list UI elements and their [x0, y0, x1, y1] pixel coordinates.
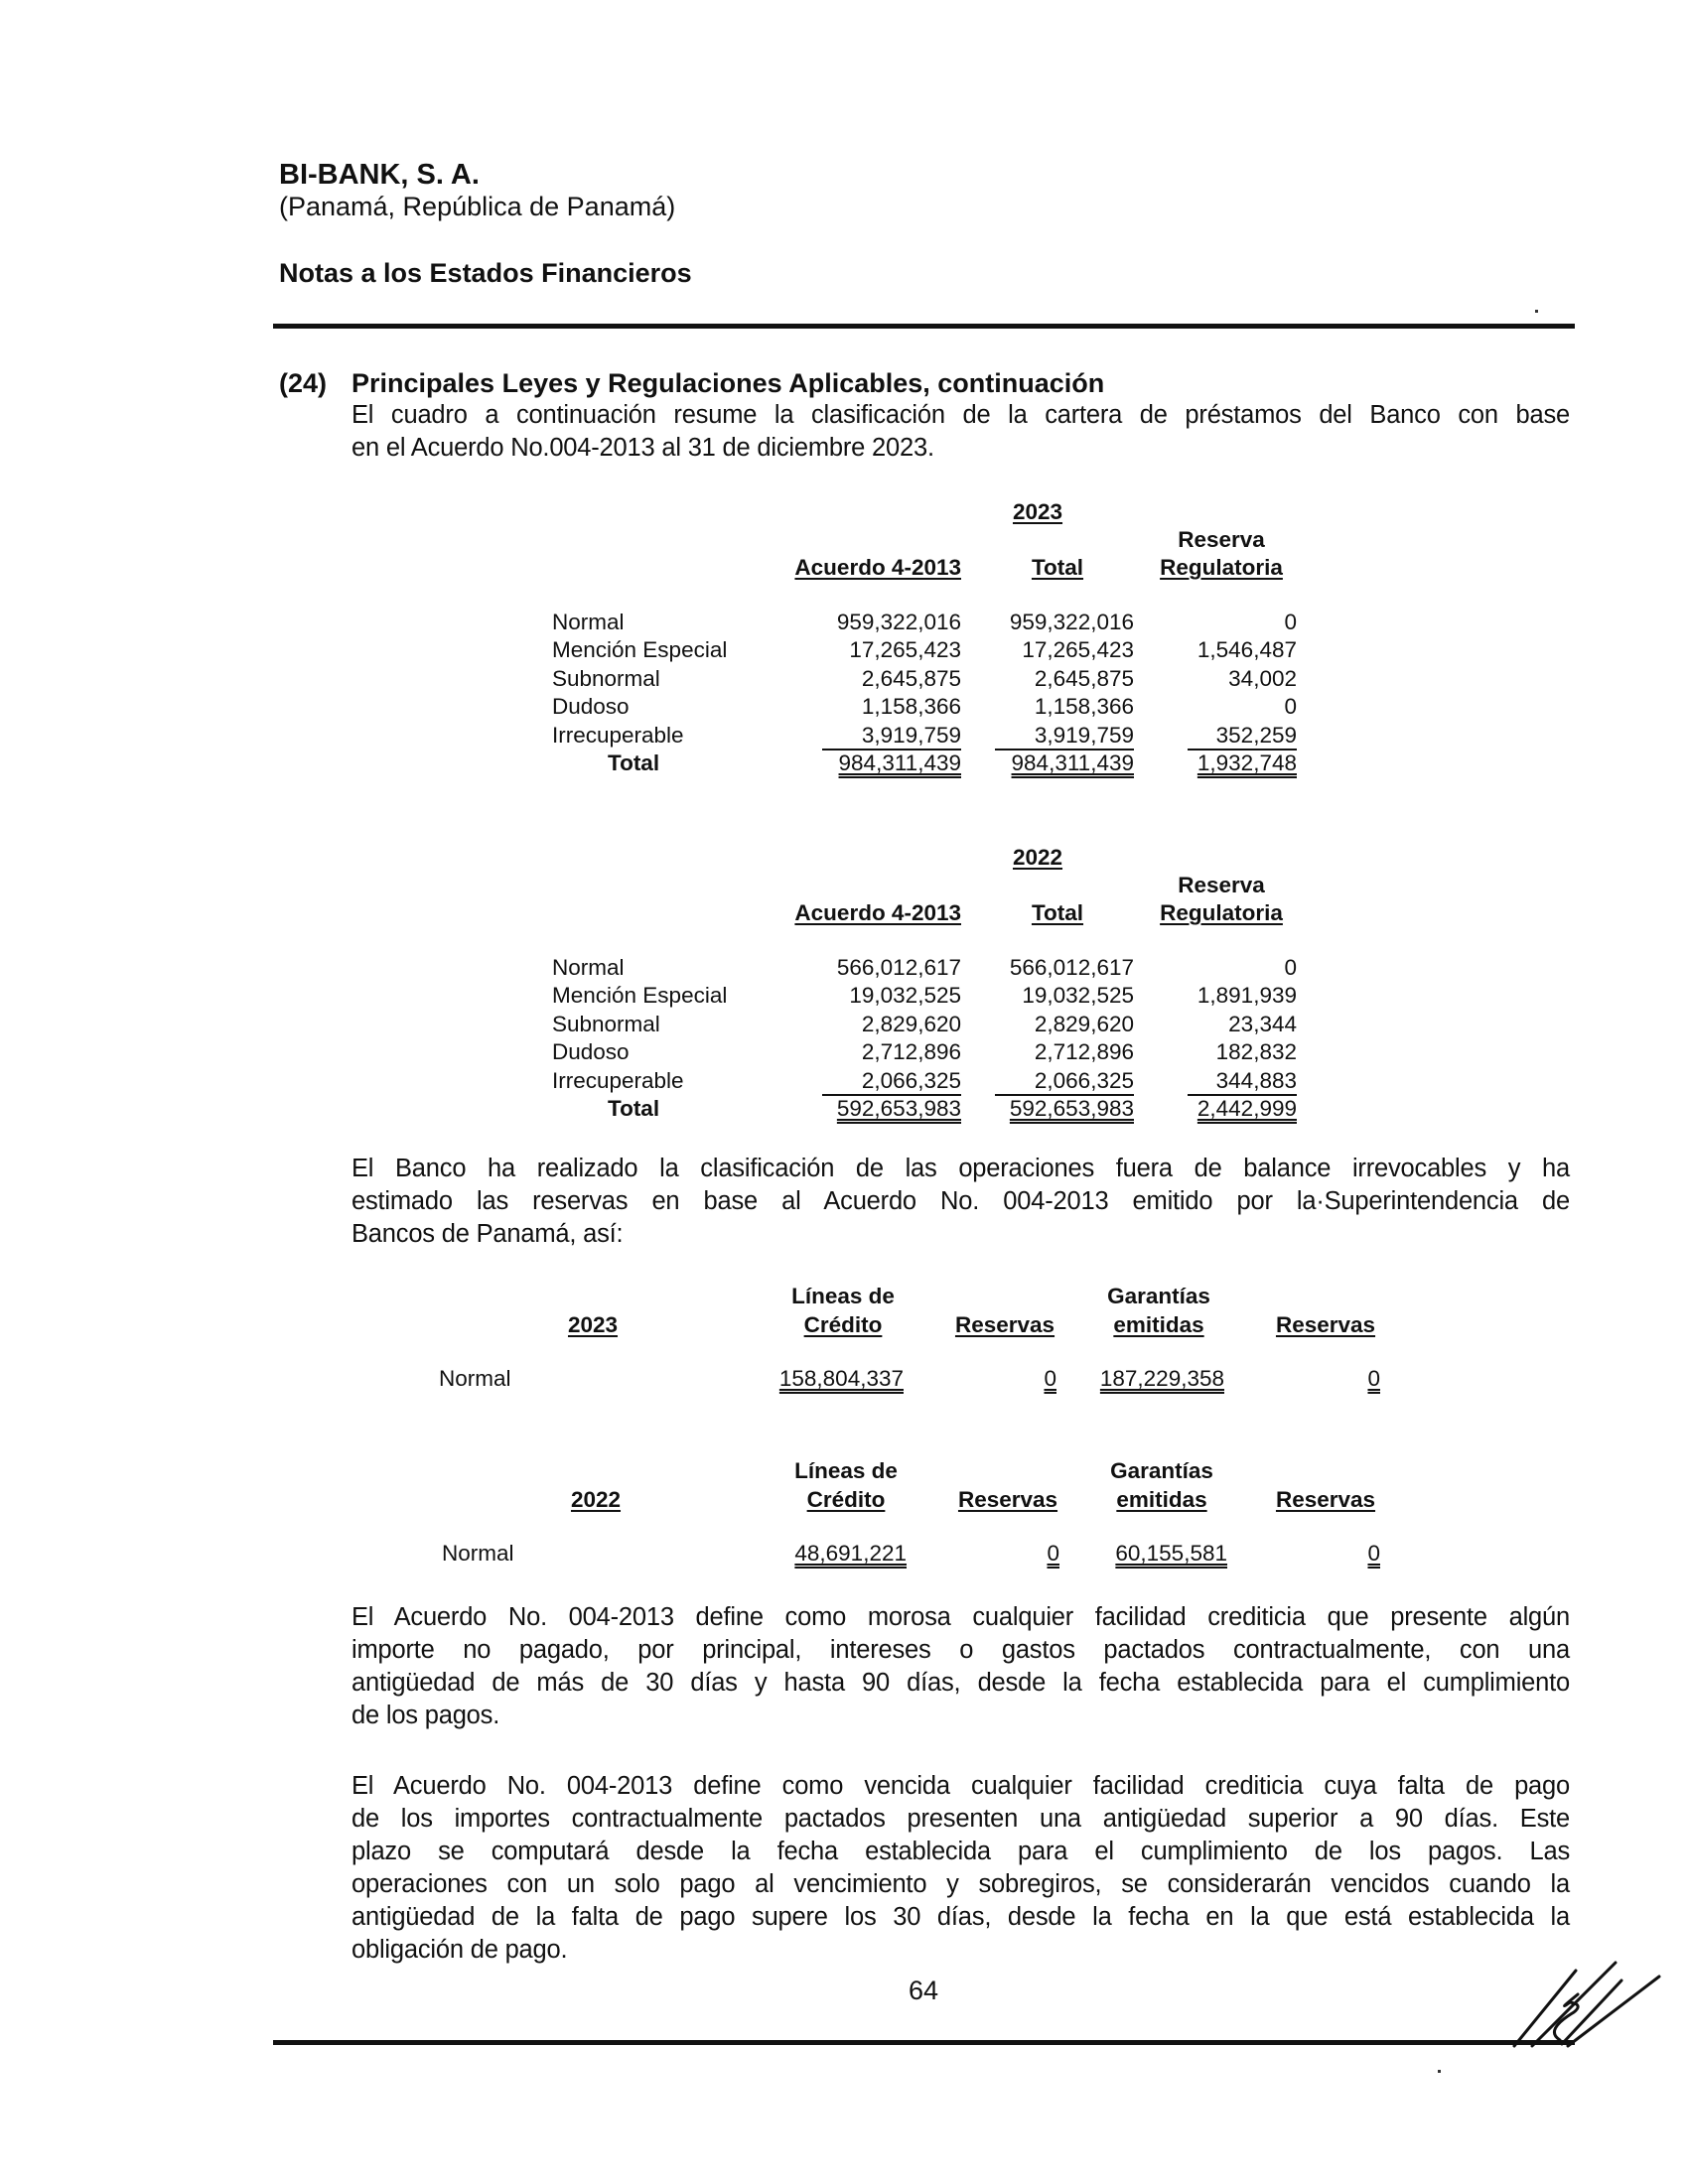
note-title: Principales Leyes y Regulaciones Aplicables, continuación — [352, 368, 1105, 398]
col-header-reservas: Reservas — [957, 1487, 1058, 1512]
total-acuerdo: 592,653,983 — [836, 1096, 961, 1121]
row-label: Irrecuperable — [552, 1067, 684, 1093]
text-line: El cuadro a continuación resume la clasificación de la cartera de préstamos del Banco con base — [352, 401, 1570, 429]
page-number: 64 — [908, 1976, 939, 2005]
row-label: Normal — [552, 610, 625, 634]
cell-reserva: 352,259 — [1188, 723, 1297, 751]
cell-lineas-credito: 158,804,337 — [778, 1366, 904, 1391]
cell-total: 1,158,366 — [1034, 694, 1134, 720]
total-total: 984,311,439 — [1011, 751, 1134, 775]
text-line: El Acuerdo No. 004-2013 define como vencida cualquier facilidad crediticia cuya falta de pago — [352, 1772, 1570, 1800]
row-label: Subnormal — [552, 1011, 660, 1036]
text-line: antigüedad de más de 30 días y hasta 90 días, desde la fecha establecida para el cumplimiento — [352, 1669, 1570, 1697]
text-line: antigüedad de la falta de pago supere los 30 días, desde la fecha en la que está establecida la — [352, 1903, 1570, 1931]
total-acuerdo: 984,311,439 — [838, 751, 961, 775]
col-header-credito: Crédito — [803, 1312, 883, 1337]
total-reserva: 1,932,748 — [1196, 751, 1297, 775]
cell-total: 959,322,016 — [1009, 610, 1134, 634]
cell-reservas: 0 — [1047, 1541, 1059, 1566]
col-header-garantias-top: Garantías — [1107, 1284, 1210, 1308]
col-header-acuerdo: Acuerdo 4-2013 — [794, 900, 961, 925]
paragraph-morosa — [352, 1601, 1570, 1732]
cell-reserva: 1,546,487 — [1196, 637, 1297, 663]
text-line: El Banco ha realizado la clasificación de las operaciones fuera de balance irrevocables y ha — [352, 1155, 1570, 1182]
col-header-emitidas: emitidas — [1116, 1487, 1207, 1512]
col-header-garantias-top: Garantías — [1110, 1458, 1213, 1483]
cell-acuerdo: 2,645,875 — [861, 665, 961, 691]
row-label: Normal — [442, 1541, 514, 1566]
cell-reserva: 0 — [1284, 610, 1297, 634]
text-line: importe no pagado, por principal, intereses o gastos pactados contractualmente, con una — [352, 1636, 1570, 1664]
cell-garantias: 60,155,581 — [1115, 1541, 1227, 1566]
row-label: Normal — [552, 955, 625, 980]
col-header-reserva: Reserva — [1178, 527, 1265, 552]
row-label: Dudoso — [552, 694, 630, 720]
total-total: 592,653,983 — [1009, 1096, 1134, 1121]
total-label: Total — [608, 1096, 660, 1121]
col-header-reservas-2: Reservas — [1275, 1312, 1376, 1337]
section-title: Notas a los Estados Financieros — [279, 258, 692, 288]
col-header-reservas: Reservas — [954, 1312, 1055, 1337]
paragraph-vencida — [352, 1770, 1570, 1967]
total-label: Total — [608, 751, 660, 775]
year-header: 2023 — [567, 1312, 619, 1337]
col-header-total: Total — [1031, 555, 1084, 580]
col-header-regulatoria: Regulatoria — [1160, 555, 1283, 580]
cell-reserva: 0 — [1284, 694, 1297, 720]
company-location: (Panamá, República de Panamá) — [279, 192, 676, 221]
col-header-credito: Crédito — [806, 1487, 886, 1512]
cell-reservas: 0 — [1044, 1366, 1056, 1391]
note-number: (24) — [279, 368, 328, 398]
cell-reserva: 182,832 — [1215, 1039, 1297, 1065]
cell-acuerdo: 3,919,759 — [822, 723, 961, 751]
col-header-acuerdo: Acuerdo 4-2013 — [794, 555, 961, 580]
text-line: plazo se computará desde la fecha establecida para el cumplimiento de los pagos. Las — [352, 1838, 1570, 1865]
year-header: 2023 — [1012, 499, 1063, 524]
text-line: operaciones con un solo pago al vencimiento y sobregiros, se considerarán vencidos cuando la — [352, 1870, 1570, 1898]
row-label: Mención Especial — [552, 637, 728, 663]
cell-reserva: 34,002 — [1228, 665, 1297, 691]
row-label: Normal — [439, 1366, 511, 1391]
company-name: BI-BANK, S. A. — [279, 159, 480, 191]
cell-reservas-2: 0 — [1367, 1541, 1380, 1566]
row-label: Mención Especial — [552, 983, 728, 1009]
cell-acuerdo: 2,712,896 — [861, 1039, 961, 1065]
col-header-regulatoria: Regulatoria — [1160, 900, 1283, 925]
row-label: Dudoso — [552, 1039, 630, 1065]
col-header-reserva: Reserva — [1178, 873, 1265, 897]
cell-acuerdo: 19,032,525 — [849, 983, 961, 1009]
text-line: Bancos de Panamá, así: — [352, 1220, 624, 1248]
cell-reservas-2: 0 — [1367, 1366, 1380, 1391]
cell-total: 2,066,325 — [995, 1068, 1134, 1096]
col-header-total: Total — [1031, 900, 1084, 925]
scan-speck — [1535, 310, 1538, 313]
text-line: estimado las reservas en base al Acuerdo No. 004-2013 emitido por la·Superintendencia de — [352, 1187, 1570, 1215]
cell-reserva: 23,344 — [1228, 1011, 1297, 1036]
col-header-lineas-top: Líneas de — [794, 1458, 898, 1483]
year-header: 2022 — [570, 1487, 622, 1512]
row-label: Subnormal — [552, 665, 660, 691]
cell-total: 2,829,620 — [1034, 1011, 1134, 1036]
col-header-reservas-2: Reservas — [1275, 1487, 1376, 1512]
cell-total: 19,032,525 — [1022, 983, 1134, 1009]
note-heading — [279, 368, 1104, 399]
cell-acuerdo: 2,829,620 — [861, 1011, 961, 1036]
cell-acuerdo: 2,066,325 — [822, 1068, 961, 1096]
cell-acuerdo: 17,265,423 — [849, 637, 961, 663]
cell-total: 2,712,896 — [1034, 1039, 1134, 1065]
cell-acuerdo: 959,322,016 — [836, 610, 961, 634]
cell-reserva: 0 — [1284, 955, 1297, 980]
col-header-emitidas: emitidas — [1113, 1312, 1204, 1337]
cell-total: 3,919,759 — [995, 723, 1134, 751]
cell-acuerdo: 1,158,366 — [861, 694, 961, 720]
text-line: El Acuerdo No. 004-2013 define como morosa cualquier facilidad crediticia que presente algún — [352, 1603, 1570, 1631]
cell-total: 2,645,875 — [1034, 665, 1134, 691]
cell-total: 17,265,423 — [1022, 637, 1134, 663]
cell-reserva: 1,891,939 — [1196, 983, 1297, 1009]
text-line: de los importes contractualmente pactados presenten una antigüedad superior a 90 días. Este — [352, 1805, 1570, 1833]
cell-total: 566,012,617 — [1009, 955, 1134, 980]
cell-garantias: 187,229,358 — [1099, 1366, 1224, 1391]
cell-acuerdo: 566,012,617 — [836, 955, 961, 980]
total-reserva: 2,442,999 — [1196, 1096, 1297, 1121]
footer-rule — [273, 2040, 1575, 2045]
scan-speck — [1438, 2070, 1441, 2073]
col-header-lineas-top: Líneas de — [791, 1284, 895, 1308]
note-intro — [352, 399, 1570, 465]
offbalance-intro — [352, 1153, 1570, 1251]
header-rule — [273, 324, 1575, 329]
row-label: Irrecuperable — [552, 722, 684, 748]
text-line: en el Acuerdo No.004-2013 al 31 de diciembre 2023. — [352, 434, 934, 462]
text-line: obligación de pago. — [352, 1936, 568, 1964]
signature-icon — [1504, 1961, 1663, 2055]
text-line: de los pagos. — [352, 1702, 500, 1729]
cell-lineas-credito: 48,691,221 — [794, 1541, 907, 1566]
year-header: 2022 — [1012, 845, 1063, 870]
cell-reserva: 344,883 — [1188, 1068, 1297, 1096]
